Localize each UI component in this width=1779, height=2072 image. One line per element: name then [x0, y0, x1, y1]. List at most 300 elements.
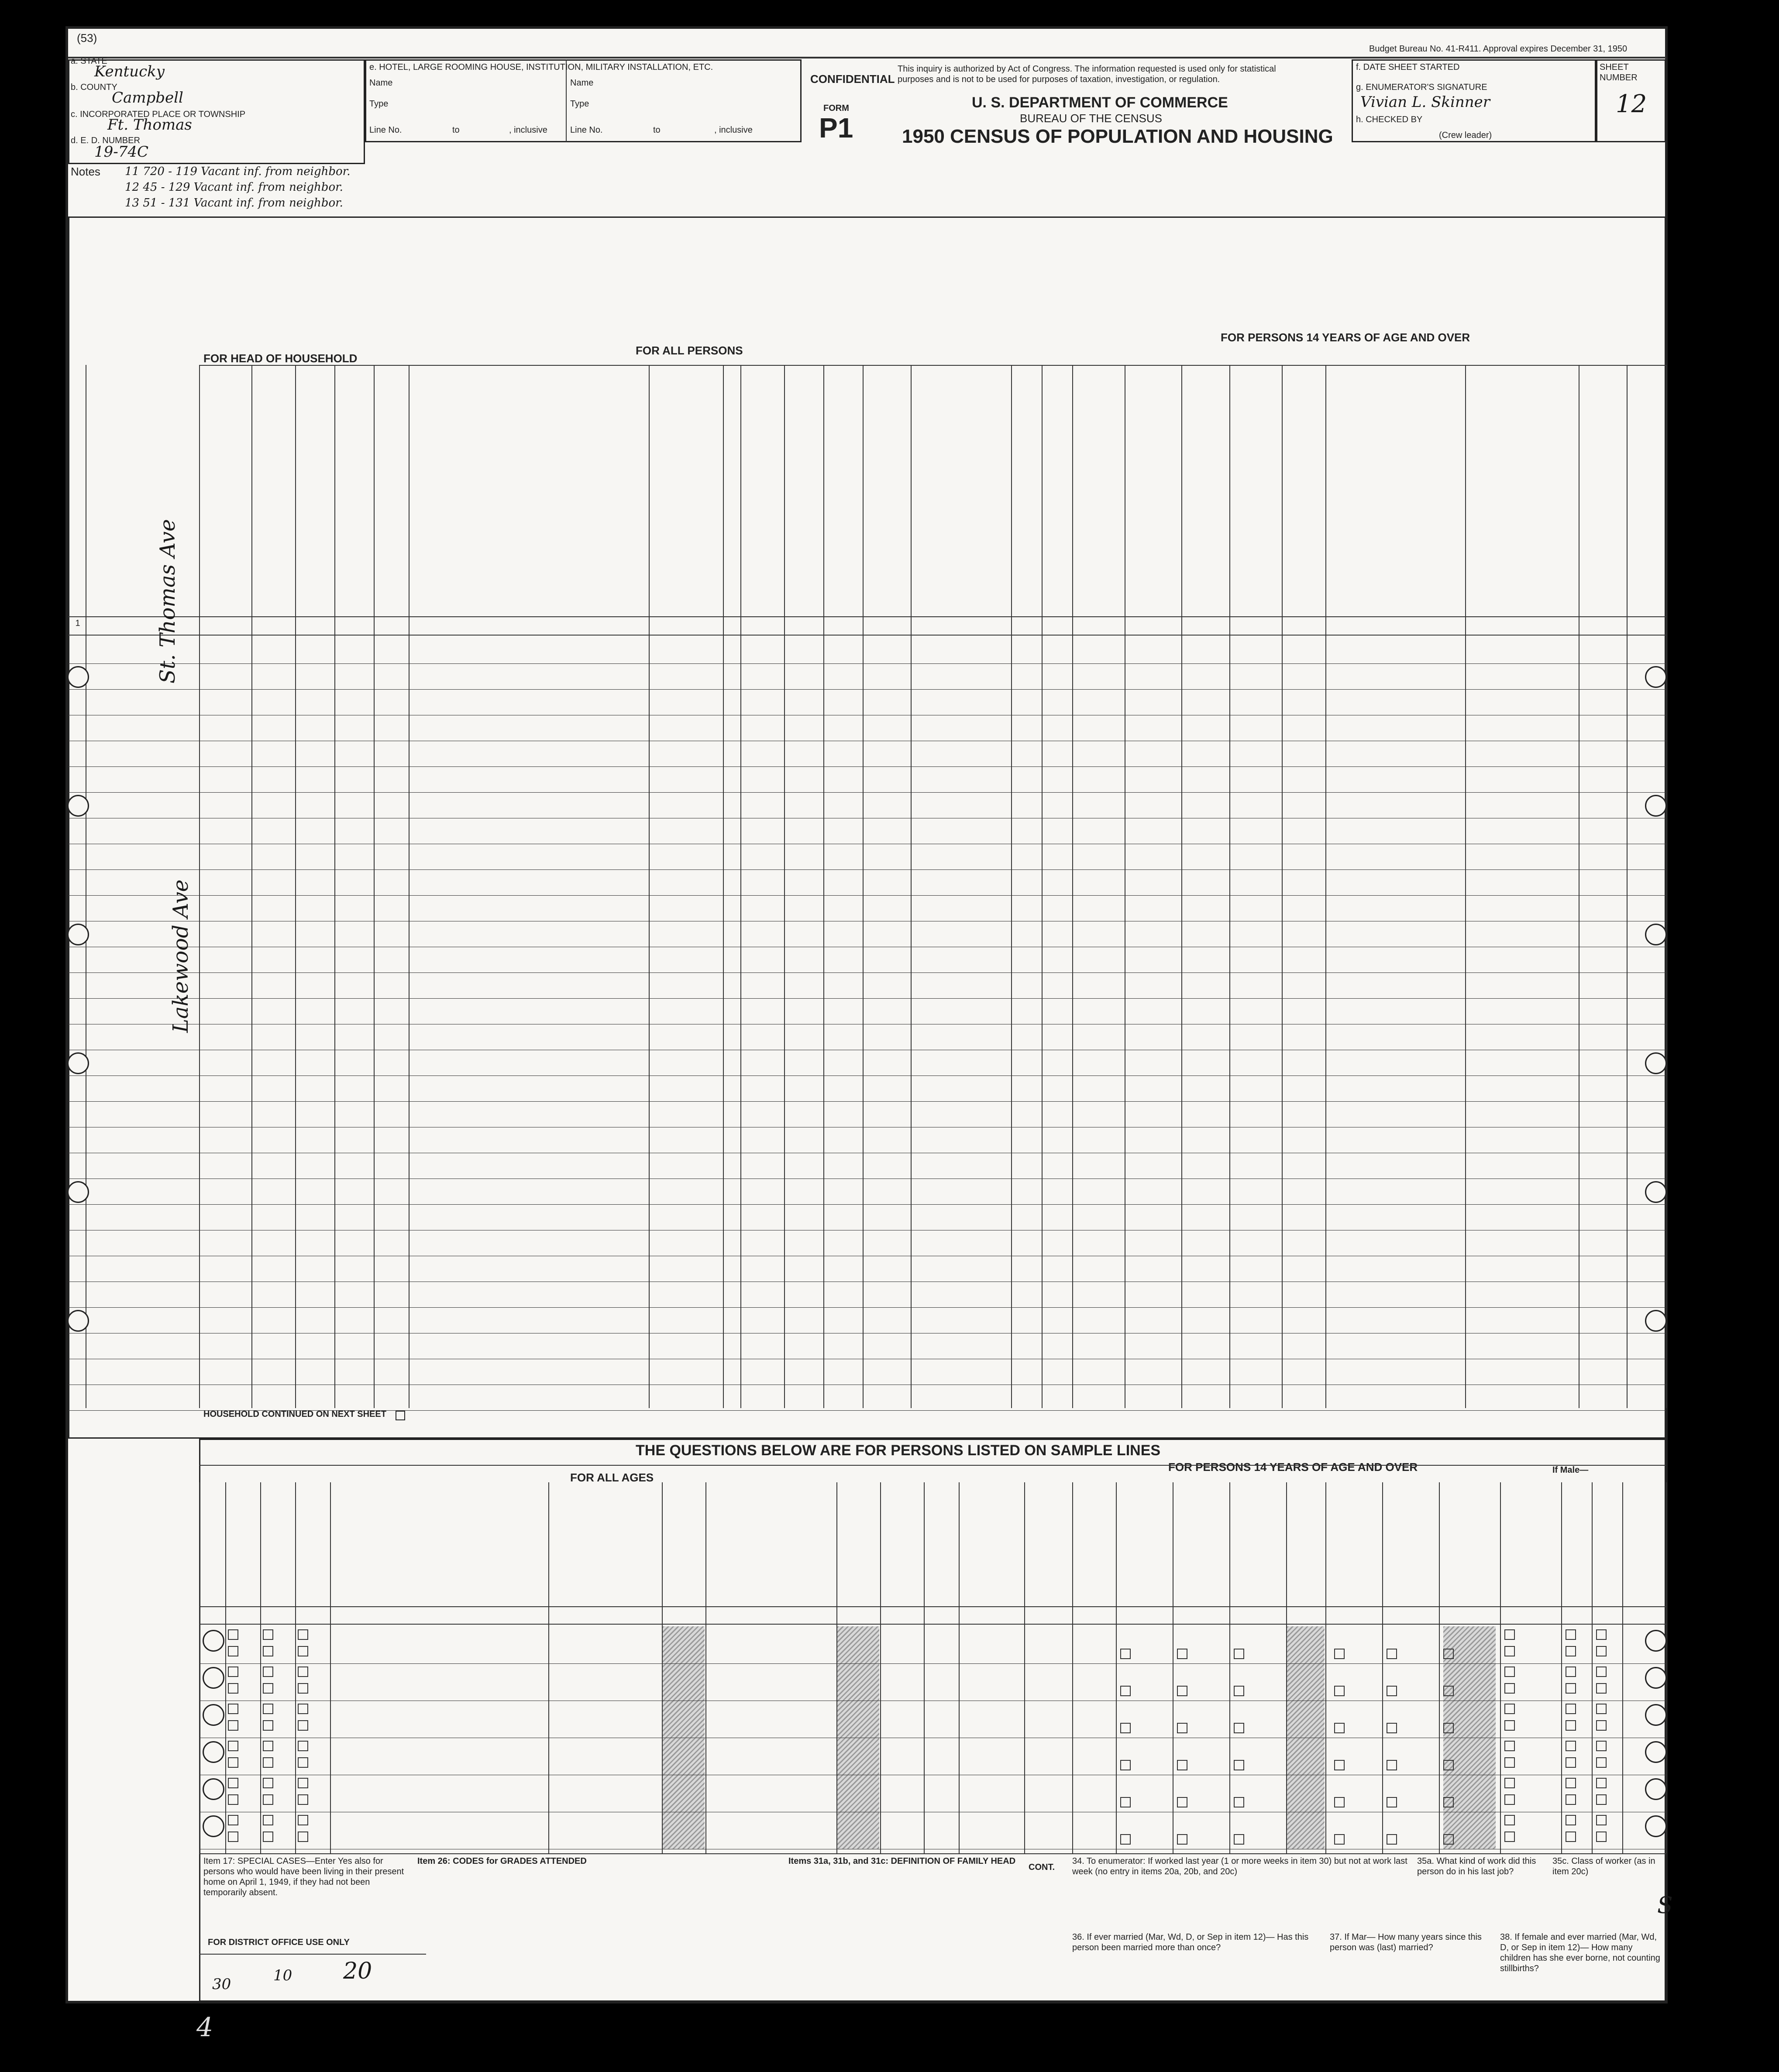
- sample-line-number-right: [1645, 1704, 1667, 1726]
- footer-cont: CONT.: [1029, 1862, 1055, 1872]
- col-divider: [740, 365, 741, 1408]
- sample-col-divider: [295, 1482, 296, 1853]
- none-checkbox[interactable]: [1387, 1834, 1399, 1845]
- armed-forces-yes[interactable]: [1566, 1629, 1578, 1640]
- line-to-label: to: [452, 125, 460, 135]
- armed-forces-no[interactable]: [1566, 1794, 1578, 1805]
- footer-q38: 38. If female and ever married (Mar, Wd, D, or Sep in item 12)— How many children has she ever borne, not counting stillbirths?: [1500, 1932, 1660, 1973]
- column-header-12: [864, 369, 909, 614]
- sample-col-divider: [924, 1482, 925, 1853]
- armed-forces-no[interactable]: [1596, 1794, 1608, 1805]
- ed-number: 19-74C: [94, 143, 149, 161]
- place-label: c. INCORPORATED PLACE OR TOWNSHIP: [71, 110, 246, 119]
- sample-line-number-right: [1645, 1630, 1667, 1652]
- armed-forces-no[interactable]: [1566, 1683, 1578, 1694]
- yes-checkbox[interactable]: [228, 1814, 240, 1825]
- sample-line-marker-right: [1645, 795, 1667, 817]
- none-checkbox[interactable]: [1334, 1797, 1346, 1807]
- armed-forces-no[interactable]: [1504, 1646, 1517, 1656]
- col-divider: [784, 365, 785, 1408]
- sample-header-c22: [262, 1487, 294, 1605]
- sample-line-marker-right: [1645, 924, 1667, 945]
- sample-col-divider: [330, 1482, 331, 1853]
- margin-street-note-2: Lakewood Ave: [169, 879, 193, 1033]
- yes-checkbox[interactable]: [263, 1666, 275, 1677]
- sample-col-divider: [1072, 1482, 1073, 1853]
- row-line: [68, 689, 1666, 690]
- sample-col-divider: [880, 1482, 881, 1853]
- col-divider: [374, 365, 375, 1408]
- top-number: (53): [77, 31, 97, 45]
- none-checkbox[interactable]: [1334, 1834, 1346, 1845]
- armed-forces-no[interactable]: [1504, 1757, 1517, 1768]
- line-no-label: Line No.: [369, 125, 402, 135]
- armed-forces-yes[interactable]: [1504, 1740, 1517, 1751]
- col-divider: [649, 365, 650, 1408]
- sample-line-marker: [67, 666, 89, 688]
- none-checkbox[interactable]: [1234, 1797, 1246, 1807]
- household-continued-label: HOUSEHOLD CONTINUED ON NEXT SHEET: [203, 1409, 386, 1419]
- column-header-8: [650, 369, 721, 614]
- line-inclusive-label-2: , inclusive: [714, 125, 753, 135]
- none-checkbox[interactable]: [1177, 1722, 1189, 1733]
- col-divider: [911, 365, 912, 1408]
- no-checkbox[interactable]: [263, 1794, 275, 1805]
- sheet-number-label: SHEET NUMBER: [1600, 62, 1638, 82]
- sample-line-marker: [67, 1052, 89, 1074]
- sample-persons-14: FOR PERSONS 14 YEARS OF AGE AND OVER: [1168, 1460, 1418, 1474]
- sample-header-c31b: [1174, 1487, 1228, 1605]
- column-header-2: [201, 369, 250, 614]
- footer-q34: 34. To enumerator: If worked last year (1 or more weeks in item 30) but not at work last week (no entry in items 20a, 20b, and 20c): [1072, 1856, 1407, 1876]
- armed-forces-yes[interactable]: [1504, 1814, 1517, 1825]
- ed-label: d. E. D. NUMBER: [71, 136, 140, 145]
- yes-checkbox[interactable]: [263, 1629, 275, 1640]
- no-checkbox[interactable]: [228, 1757, 240, 1768]
- sample-col-divider: [260, 1482, 261, 1853]
- sample-header-c33a: [1562, 1487, 1590, 1605]
- form-title: 1950 CENSUS OF POPULATION AND HOUSING: [902, 126, 1333, 147]
- sample-header-c23: [296, 1487, 329, 1605]
- armed-forces-yes[interactable]: [1504, 1777, 1517, 1788]
- district-num-persons: 10: [273, 1967, 292, 1984]
- notes-label: Notes: [71, 165, 100, 178]
- none-checkbox[interactable]: [1177, 1834, 1189, 1845]
- none-checkbox[interactable]: [1120, 1685, 1132, 1696]
- sample-header-c30: [1074, 1487, 1115, 1605]
- bottom-note: 4: [196, 2012, 213, 2043]
- sheet-number: 12: [1616, 90, 1647, 118]
- sample-col-divider: [1024, 1482, 1025, 1853]
- sample-col-divider: [1229, 1482, 1230, 1853]
- sample-header-c25: [707, 1487, 835, 1605]
- armed-forces-yes[interactable]: [1504, 1629, 1517, 1640]
- armed-forces-yes[interactable]: [1596, 1777, 1608, 1788]
- institution-name-label-2: Name: [570, 78, 594, 88]
- sample-header-c33c: [1624, 1487, 1665, 1605]
- sample-line-number-right: [1645, 1741, 1667, 1763]
- none-checkbox[interactable]: [1387, 1648, 1399, 1659]
- yes-checkbox[interactable]: [228, 1777, 240, 1788]
- yes-checkbox[interactable]: [298, 1703, 310, 1714]
- no-checkbox[interactable]: [298, 1646, 310, 1656]
- institution-name-label: Name: [369, 78, 393, 88]
- none-checkbox[interactable]: [1234, 1722, 1246, 1733]
- no-checkbox[interactable]: [228, 1831, 240, 1842]
- row-line: [68, 663, 1666, 664]
- col-divider: [295, 365, 296, 1408]
- line-no-label-2: Line No.: [570, 125, 603, 135]
- sample-line-marker: [67, 924, 89, 945]
- none-checkbox[interactable]: [1443, 1722, 1456, 1733]
- yes-checkbox[interactable]: [228, 1629, 240, 1640]
- column-header-4: [297, 369, 333, 614]
- sample-col-divider: [1500, 1482, 1501, 1853]
- place-value: Ft. Thomas: [107, 116, 192, 134]
- column-header-19: [1283, 369, 1324, 614]
- header-bottom-line: [68, 616, 1666, 617]
- none-checkbox[interactable]: [1120, 1759, 1132, 1770]
- none-checkbox[interactable]: [1443, 1685, 1456, 1696]
- sample-line-number: [203, 1704, 224, 1726]
- none-checkbox[interactable]: [1177, 1797, 1189, 1807]
- sample-col-divider: [1116, 1482, 1117, 1853]
- col-divider: [1282, 365, 1283, 1408]
- sample-header-c24a: [331, 1487, 547, 1605]
- no-checkbox[interactable]: [298, 1683, 310, 1694]
- sample-header-c33b: [1593, 1487, 1621, 1605]
- armed-forces-no[interactable]: [1596, 1720, 1608, 1731]
- footer-q35a: 35a. What kind of work did this person do in his last job?: [1417, 1856, 1536, 1876]
- sample-line-marker: [67, 1181, 89, 1203]
- no-checkbox[interactable]: [263, 1831, 275, 1842]
- sample-line-number-right: [1645, 1815, 1667, 1837]
- none-checkbox[interactable]: [1234, 1759, 1246, 1770]
- yes-checkbox[interactable]: [228, 1703, 240, 1714]
- row-line: [68, 972, 1666, 973]
- column-header-C: [1628, 369, 1664, 614]
- column-header-14: [1043, 369, 1070, 614]
- row-line: [68, 1101, 1666, 1102]
- sample-col-divider: [1325, 1482, 1326, 1853]
- sample-col-divider: [199, 1482, 200, 1853]
- armed-forces-yes[interactable]: [1566, 1740, 1578, 1751]
- armed-forces-no[interactable]: [1566, 1720, 1578, 1731]
- note-line-2: 12 45 - 129 Vacant inf. from neighbor.: [125, 181, 343, 194]
- census-sheet: [65, 26, 1673, 2003]
- sample-col-divider: [1666, 1482, 1667, 1853]
- no-checkbox[interactable]: [263, 1757, 275, 1768]
- no-checkbox[interactable]: [228, 1646, 240, 1656]
- form-label: FORM: [823, 103, 849, 113]
- county-label: b. COUNTY: [71, 82, 117, 92]
- sample-col-divider: [1439, 1482, 1440, 1853]
- armed-forces-no[interactable]: [1504, 1683, 1517, 1694]
- note-line-1: 11 720 - 119 Vacant inf. from neighbor.: [125, 165, 351, 178]
- sample-header-c21: [227, 1487, 259, 1605]
- no-checkbox[interactable]: [263, 1720, 275, 1731]
- district-office-label: FOR DISTRICT OFFICE USE ONLY: [208, 1938, 350, 1947]
- none-checkbox[interactable]: [1177, 1648, 1189, 1659]
- yes-checkbox[interactable]: [263, 1740, 275, 1751]
- column-header-20b: [1467, 369, 1577, 614]
- sample-numbers-line: [199, 1624, 1666, 1625]
- row-line: [68, 869, 1666, 870]
- department: U. S. DEPARTMENT OF COMMERCE: [972, 94, 1228, 111]
- column-header-7: [410, 369, 647, 614]
- armed-forces-yes[interactable]: [1504, 1703, 1517, 1714]
- checked-label: h. CHECKED BY: [1356, 115, 1423, 124]
- institution-label: e. HOTEL, LARGE ROOMING HOUSE, INSTITUTION, MILITARY INSTALLATION, ETC.: [369, 62, 713, 72]
- row-line: [68, 895, 1666, 896]
- yes-checkbox[interactable]: [228, 1740, 240, 1751]
- none-checkbox[interactable]: [1334, 1759, 1346, 1770]
- form-id: P1: [819, 112, 853, 144]
- column-header-1: [87, 369, 197, 614]
- sample-line-marker-right: [1645, 1310, 1667, 1332]
- confidential-text: This inquiry is authorized by Act of Congress. The information requested is used only for statistical purposes and is not to be used for purposes of taxation, investigation, or regulation.: [898, 64, 1276, 84]
- no-checkbox[interactable]: [298, 1831, 310, 1842]
- none-checkbox[interactable]: [1120, 1797, 1132, 1807]
- no-checkbox[interactable]: [228, 1683, 240, 1694]
- col-divider: [1666, 365, 1667, 1408]
- col-divider: [863, 365, 864, 1408]
- institution-type-label-2: Type: [570, 99, 589, 109]
- column-header-3: [253, 369, 293, 614]
- col-divider: [199, 365, 200, 1408]
- sample-line-marker-right: [1645, 1181, 1667, 1203]
- column-header-11: [825, 369, 861, 614]
- yes-checkbox[interactable]: [263, 1703, 275, 1714]
- yes-checkbox[interactable]: [298, 1666, 310, 1677]
- armed-forces-no[interactable]: [1504, 1720, 1517, 1731]
- section-persons-14: FOR PERSONS 14 YEARS OF AGE AND OVER: [1221, 331, 1470, 344]
- none-checkbox[interactable]: [1387, 1797, 1399, 1807]
- budget-note: Budget Bureau No. 41-R411. Approval expires December 31, 1950: [1369, 44, 1628, 54]
- line-inclusive-label: , inclusive: [509, 125, 547, 135]
- yes-checkbox[interactable]: [298, 1777, 310, 1788]
- district-num-sample: 20: [343, 1958, 372, 1984]
- yes-checkbox[interactable]: [298, 1740, 310, 1751]
- col-divider: [1181, 365, 1182, 1408]
- no-checkbox[interactable]: [298, 1720, 310, 1731]
- sample-line-number: [203, 1667, 224, 1689]
- row-line: [68, 1307, 1666, 1308]
- footer-special-cases: Item 17: SPECIAL CASES—Enter Yes also for persons who would have been living in their present home on April 1, 1949, if they had not been temporarily absent.: [203, 1856, 404, 1897]
- column-header-5: [336, 369, 372, 614]
- none-checkbox[interactable]: [1334, 1685, 1346, 1696]
- sample-line-number-right: [1645, 1667, 1667, 1689]
- no-checkbox[interactable]: [263, 1683, 275, 1694]
- sample-col-divider: [225, 1482, 226, 1853]
- footer-codes-title: Item 26: CODES for GRADES ATTENDED: [417, 1856, 587, 1866]
- yes-checkbox[interactable]: [263, 1814, 275, 1825]
- institution-type-label: Type: [369, 99, 389, 109]
- sample-header-c29: [1025, 1487, 1071, 1605]
- col-divider: [251, 365, 252, 1408]
- sample-if-male: If Male—: [1552, 1465, 1589, 1475]
- enumerator-signature: Vivian L. Skinner: [1360, 93, 1490, 111]
- armed-forces-yes[interactable]: [1596, 1629, 1608, 1640]
- enumerator-label: g. ENUMERATOR'S SIGNATURE: [1356, 82, 1487, 92]
- household-continued-checkbox[interactable]: [396, 1411, 405, 1420]
- none-checkbox[interactable]: [1177, 1685, 1189, 1696]
- column-header-A: [725, 369, 739, 614]
- column-header-17: [1183, 369, 1228, 614]
- sample-all-ages: FOR ALL AGES: [570, 1471, 654, 1484]
- armed-forces-yes[interactable]: [1566, 1703, 1578, 1714]
- sample-col-divider: [1592, 1482, 1593, 1853]
- sample-line-marker: [67, 1310, 89, 1332]
- footer-q35c: 35c. Class of worker (as in item 20c): [1552, 1856, 1655, 1876]
- armed-forces-yes[interactable]: [1566, 1777, 1578, 1788]
- row-line: [68, 766, 1666, 767]
- armed-forces-yes[interactable]: [1596, 1814, 1608, 1825]
- col-divider: [1465, 365, 1466, 1408]
- none-checkbox[interactable]: [1443, 1759, 1456, 1770]
- column-header-B: [1013, 369, 1040, 614]
- sample-line-number: [203, 1741, 224, 1763]
- sample-col-divider: [1382, 1482, 1383, 1853]
- none-checkbox[interactable]: [1120, 1648, 1132, 1659]
- sample-header-line: [199, 1606, 1666, 1607]
- col-divider: [1042, 365, 1043, 1408]
- column-header-10: [786, 369, 822, 614]
- col-divider: [334, 365, 335, 1408]
- armed-forces-no[interactable]: [1566, 1757, 1578, 1768]
- section-all-persons: FOR ALL PERSONS: [636, 344, 743, 357]
- no-checkbox[interactable]: [298, 1794, 310, 1805]
- sample-line-marker-right: [1645, 1052, 1667, 1074]
- none-checkbox[interactable]: [1387, 1759, 1399, 1770]
- col-divider: [1229, 365, 1230, 1408]
- armed-forces-yes[interactable]: [1566, 1666, 1578, 1677]
- column-header-18: [1231, 369, 1280, 614]
- sample-header-c31c: [1231, 1487, 1285, 1605]
- column-header-20a: [1327, 369, 1463, 614]
- row-line: [68, 792, 1666, 793]
- armed-forces-yes[interactable]: [1566, 1814, 1578, 1825]
- armed-forces-no[interactable]: [1596, 1646, 1608, 1656]
- sample-title: THE QUESTIONS BELOW ARE FOR PERSONS LISTED ON SAMPLE LINES: [636, 1442, 1161, 1459]
- none-checkbox[interactable]: [1443, 1834, 1456, 1845]
- no-checkbox[interactable]: [228, 1794, 240, 1805]
- bureau: BUREAU OF THE CENSUS: [1020, 112, 1163, 125]
- district-num-lines: 30: [212, 1976, 231, 1993]
- armed-forces-no[interactable]: [1566, 1831, 1578, 1842]
- armed-forces-no[interactable]: [1596, 1831, 1608, 1842]
- sample-row-line: [199, 1663, 1666, 1664]
- col-divider: [723, 365, 724, 1408]
- column-header-13: [912, 369, 1009, 614]
- footer-family-head: Items 31a, 31b, and 31c: DEFINITION OF FAMILY HEAD: [788, 1856, 1016, 1866]
- armed-forces-no[interactable]: [1596, 1757, 1608, 1768]
- yes-checkbox[interactable]: [228, 1666, 240, 1677]
- none-checkbox[interactable]: [1120, 1834, 1132, 1845]
- none-checkbox[interactable]: [1177, 1759, 1189, 1770]
- column-header-6: [375, 369, 407, 614]
- column-header-20c: [1580, 369, 1625, 614]
- none-checkbox[interactable]: [1443, 1648, 1456, 1659]
- note-line-3: 13 51 - 131 Vacant inf. from neighbor.: [125, 196, 343, 210]
- line-number-header: 1: [75, 619, 80, 628]
- sample-line-number-right: [1645, 1778, 1667, 1800]
- armed-forces-no[interactable]: [1504, 1831, 1517, 1842]
- none-checkbox[interactable]: [1234, 1685, 1246, 1696]
- sample-line-number: [203, 1630, 224, 1652]
- sample-line-marker: [67, 795, 89, 817]
- sample-col-divider: [959, 1482, 960, 1853]
- sample-line-number: [203, 1815, 224, 1837]
- no-checkbox[interactable]: [298, 1757, 310, 1768]
- section-head-of-household: FOR HEAD OF HOUSEHOLD: [203, 352, 358, 365]
- yes-checkbox[interactable]: [263, 1777, 275, 1788]
- no-checkbox[interactable]: [228, 1720, 240, 1731]
- none-checkbox[interactable]: [1387, 1685, 1399, 1696]
- date-label: f. DATE SHEET STARTED: [1356, 62, 1460, 72]
- yes-checkbox[interactable]: [298, 1629, 310, 1640]
- col-divider: [1325, 365, 1326, 1408]
- sample-col-divider: [1622, 1482, 1623, 1853]
- state-value: Kentucky: [94, 63, 165, 80]
- armed-forces-yes[interactable]: [1596, 1740, 1608, 1751]
- column-header-9: [742, 369, 782, 614]
- footer-q37: 37. If Mar— How many years since this person was (last) married?: [1330, 1932, 1482, 1952]
- col-divider: [1011, 365, 1012, 1408]
- sample-header-c26: [881, 1487, 922, 1605]
- crew-leader-label: (Crew leader): [1439, 131, 1492, 140]
- none-checkbox[interactable]: [1234, 1648, 1246, 1659]
- margin-right-s: S: [1657, 1893, 1673, 1919]
- sample-header-c31a: [1117, 1487, 1171, 1605]
- sample-col-divider: [1561, 1482, 1562, 1853]
- county-value: Campbell: [112, 89, 183, 107]
- sample-header-c28: [960, 1487, 1023, 1605]
- state-label: a. STATE: [71, 56, 107, 66]
- margin-street-note: St. Thomas Ave: [155, 519, 180, 684]
- footer-q36: 36. If ever married (Mar, Wd, D, or Sep in item 12)— Has this person been married more than once?: [1072, 1932, 1309, 1952]
- armed-forces-yes[interactable]: [1504, 1666, 1517, 1677]
- sample-col-divider: [705, 1482, 706, 1853]
- none-checkbox[interactable]: [1120, 1722, 1132, 1733]
- armed-forces-no[interactable]: [1566, 1646, 1578, 1656]
- yes-checkbox[interactable]: [298, 1814, 310, 1825]
- sample-line-marker-right: [1645, 666, 1667, 688]
- sample-col-divider: [548, 1482, 549, 1853]
- none-checkbox[interactable]: [1234, 1834, 1246, 1845]
- armed-forces-no[interactable]: [1504, 1794, 1517, 1805]
- confidential-label: CONFIDENTIAL: [810, 72, 895, 86]
- col-divider: [1072, 365, 1073, 1408]
- no-checkbox[interactable]: [263, 1646, 275, 1656]
- none-checkbox[interactable]: [1334, 1648, 1346, 1659]
- armed-forces-yes[interactable]: [1596, 1703, 1608, 1714]
- numbers-bottom-line: [68, 635, 1666, 636]
- col-divider: [823, 365, 824, 1408]
- none-checkbox[interactable]: [1334, 1722, 1346, 1733]
- column-header-16: [1126, 369, 1180, 614]
- none-checkbox[interactable]: [1387, 1722, 1399, 1733]
- row-line: [68, 1204, 1666, 1205]
- row-line: [68, 998, 1666, 999]
- none-checkbox[interactable]: [1443, 1797, 1456, 1807]
- sample-line-number: [203, 1778, 224, 1800]
- sample-header-c27: [925, 1487, 957, 1605]
- armed-forces-no[interactable]: [1596, 1683, 1608, 1694]
- armed-forces-yes[interactable]: [1596, 1666, 1608, 1677]
- line-to-label-2: to: [653, 125, 661, 135]
- column-header-15: [1074, 369, 1123, 614]
